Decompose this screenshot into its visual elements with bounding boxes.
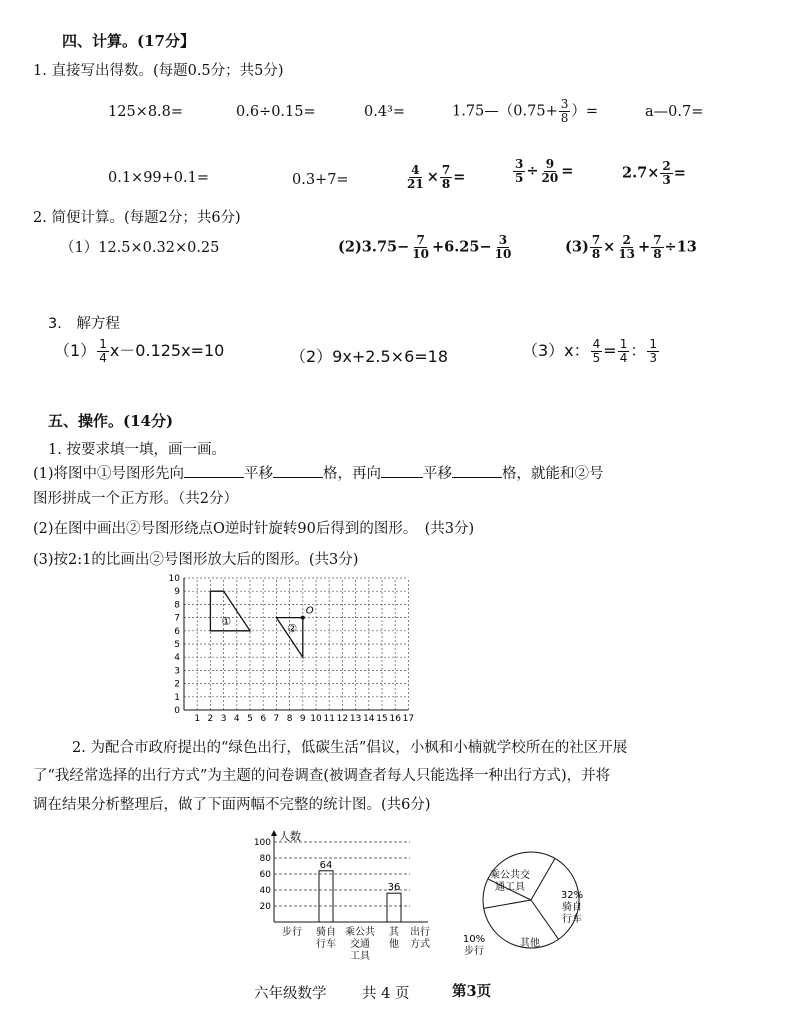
s5-q1-line3: (3)按2:1的比画出②号图形放大后的图形。(共3分) [33,552,359,568]
bar-category-label: 乘公共 [345,927,375,938]
q3-item-c: （3）x： $\frac{4}{5}$ = $\frac{1}{4}$ ： $\frac{1}{3}$ [522,337,657,365]
bar-category-label: 步行 [282,927,302,938]
y-tick-label: 7 [174,613,180,624]
x-tick-label: 12 [336,714,349,724]
footer-page: 第3页 [452,983,492,1000]
s5-q1-title: 1. 按要求填一填，画一画。 [48,442,226,458]
q3-title: 3. 解方程 [48,316,120,332]
x-tick-label: 11 [323,714,335,724]
answer-blank[interactable] [273,463,323,478]
shape-1-label: ① [221,614,232,628]
x-tick-label: 15 [376,714,388,724]
s5-q1-line2: (2)在图中画出②号图形绕点O逆时针旋转90后得到的图形。 (共3分) [33,521,475,537]
bar [319,871,333,922]
bar-chart [240,826,440,972]
x-tick-label: 1 [194,714,201,724]
y-tick-label: 2 [174,679,180,690]
bar-category-label: 其 [389,927,399,938]
bar-value-label: 36 [387,882,401,894]
x-tick-label: 9 [299,714,306,724]
bar-category-label: 骑自 [316,927,336,938]
footer-subject: 六年级数学 [254,986,327,1002]
answer-blank[interactable] [184,463,244,478]
q2-title: 2. 简便计算。(每题2分；共6分) [33,210,241,226]
q1-title: 1. 直接写出得数。(每题0.5分；共5分) [33,63,284,79]
bar-x-label: 出行 [410,927,430,938]
answer-blank[interactable] [381,463,423,478]
s5-q1-line1b: 图形拼成一个正方形。（共2分） [33,491,238,507]
y-tick-label: 4 [174,653,180,664]
point-o-label: O [305,605,314,617]
s5-q2-line3: 调在结果分析整理后，做了下面两幅不完整的统计图。(共6分) [33,797,431,813]
s5-q1-line1: (1)将图中①号图形先向 平移 格，再向 平移 格，就能和②号 [33,462,604,483]
pie-slice-label: 32% [560,890,584,901]
pie-slice-label: 乘公共交 [490,870,530,881]
bar-y-tick: 40 [259,886,271,896]
s5-q2-line1: 2. 为配合市政府提出的“绿色出行，低碳生活”倡议，小枫和小楠就学校所在的社区开展 [72,740,628,756]
shape-2-label: ② [287,622,298,636]
q2-item-a: （1）12.5×0.32×0.25 [60,240,220,256]
x-tick-label: 16 [389,714,401,724]
q1-row1-item2: 0.6÷0.15= [236,104,316,120]
q1-row2-item2: 0.3+7= [292,172,349,188]
y-tick-label: 10 [168,574,180,584]
point-o [301,616,305,620]
x-tick-label: 6 [260,714,267,724]
x-tick-label: 2 [207,714,214,724]
x-tick-label: 17 [402,714,415,724]
pie-slice-label: 通工具 [495,882,525,893]
x-tick-label: 14 [363,714,375,724]
x-tick-label: 7 [273,714,280,724]
q1-row2-item5: 2.7× $\frac{2}{3}$ = [622,159,686,187]
y-tick-label: 6 [174,626,180,637]
pie-slice-label: 10% [462,934,486,945]
q3-item-b: （2）9x+2.5×6=18 [290,347,449,366]
bar [387,893,401,922]
y-tick-label: 3 [174,666,180,677]
q1-row2-item4: $\frac{3}{5}$ ÷ $\frac{9}{20}$ = [515,157,574,185]
pie-slice-label: 步行 [464,946,484,957]
y-tick-label: 8 [174,600,180,611]
pie-chart [462,834,600,972]
bar-category-label: 交通 [350,939,370,950]
coordinate-grid[interactable] [168,570,428,726]
bar-y-tick: 60 [259,870,271,880]
bar-y-tick: 20 [259,902,271,912]
x-tick-label: 5 [247,714,253,724]
q1-row2-item3: $\frac{4}{21}$ × $\frac{7}{8}$ = [407,163,466,191]
s5-q2-line2: 了“我经常选择的出行方式”为主题的问卷调查(被调查者每人只能选择一种出行方式)，并将 [33,768,611,784]
x-tick-label: 13 [349,714,362,724]
pie-slice-label: 其他 [520,938,540,949]
q1-row1-item3: 0.4³= [364,104,406,120]
grid-shapes [210,591,313,657]
y-tick-label: 9 [174,587,180,598]
q1-row2-item1: 0.1×99+0.1= [108,170,210,186]
y-tick-label: 0 [174,706,180,716]
section5-title: 五、操作。(14分) [48,412,174,430]
answer-blank[interactable] [452,463,502,478]
q2-item-b: (2)3.75− $\frac{7}{10}$ +6.25− $\frac{3}{10}$ [338,233,512,261]
section4-title: 四、计算。(17分】 [62,32,195,50]
grid-lines [184,578,408,710]
q1-row1-item1: 125×8.8= [108,104,184,120]
footer-total: 共 4 页 [362,986,410,1002]
bar-value-label: 64 [319,859,333,871]
x-tick-label: 3 [220,714,227,724]
x-tick-label: 4 [233,714,240,724]
q1-row1-item4: 1.75—（0.75+ $\frac{3}{8}$ ）= [452,97,599,125]
q1-row1-item5: a—0.7= [645,104,704,120]
x-tick-label: 8 [286,714,293,724]
bar-y-arrow [271,830,277,836]
y-tick-label: 1 [174,692,180,703]
bar-category-label: 工具 [350,951,370,962]
pie-slice-label: 行车 [562,914,582,925]
q2-item-c: (3) $\frac{7}{8}$ × $\frac{2}{13}$ + $\frac{7}{8}$ ÷13 [565,233,697,261]
q3-item-a: （1） $\frac{1}{4}$ x－0.125x=10 [54,337,225,365]
bar-category-label: 他 [389,939,399,950]
bar-y-label: 人数 [279,830,301,843]
y-tick-label: 5 [174,640,180,650]
grid-tick-labels [169,574,415,724]
bar-category-label: 行车 [316,939,336,950]
bar-x-label: 方式 [410,939,430,950]
x-tick-label: 10 [310,714,322,724]
pie-slice-label: 骑自 [562,902,582,913]
bar-y-tick: 80 [259,854,271,864]
bar-y-tick: 100 [253,838,271,848]
